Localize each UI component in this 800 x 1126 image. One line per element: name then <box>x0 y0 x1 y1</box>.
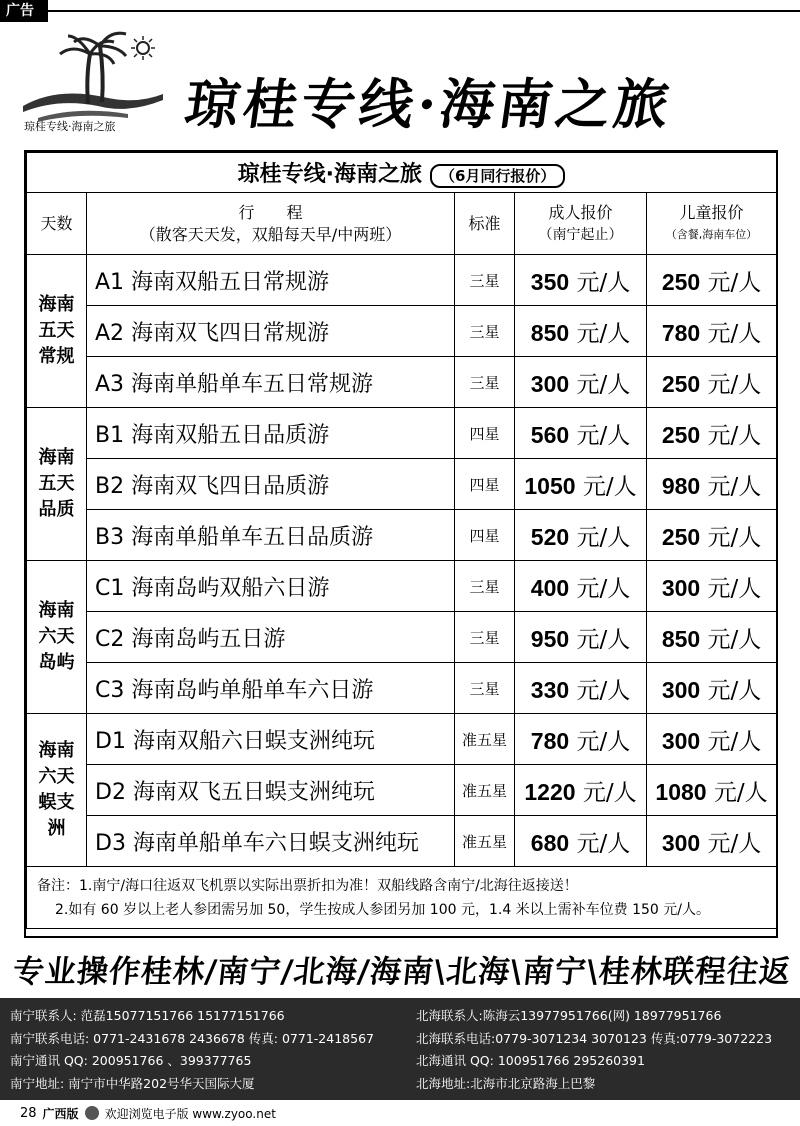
contact-row <box>10 1049 790 1072</box>
contact-row <box>10 1027 790 1050</box>
table-row <box>27 357 777 408</box>
child-price <box>647 765 777 816</box>
adult-price <box>515 612 647 663</box>
header-adult-sub: （南宁起止） <box>538 226 623 243</box>
price-unit: 元/人 <box>576 575 631 602</box>
contact-beihai: 北海地址:北海市北京路海上巴黎 <box>416 1075 596 1091</box>
price-table <box>26 152 777 929</box>
table-row <box>27 255 777 306</box>
price-unit: 元/人 <box>713 779 768 806</box>
hotel-level: 四星 <box>455 408 515 459</box>
child-price <box>647 255 777 306</box>
hotel-level: 三星 <box>455 357 515 408</box>
route-name: B1 海南双船五日品质游 <box>87 408 455 459</box>
group-label: 海南 五天 常规 <box>27 255 87 408</box>
price-unit: 元/人 <box>576 524 631 551</box>
price-value: 300 <box>661 829 701 856</box>
contact-beihai: 北海通讯 QQ: 100951766 295260391 <box>416 1053 645 1069</box>
price-value: 780 <box>661 319 701 346</box>
price-value: 850 <box>661 625 701 652</box>
route-name: B3 海南单船单车五日品质游 <box>87 510 455 561</box>
price-unit: 元/人 <box>576 269 631 296</box>
contact-beihai: 北海联系电话:0779-3071234 3070123 传真:0779-3072223 <box>416 1030 773 1046</box>
adult-price <box>515 765 647 816</box>
contact-nanning: 南宁通讯 QQ: 200951766 、399377765 <box>10 1053 252 1069</box>
adult-price <box>515 459 647 510</box>
contact-nanning: 南宁地址: 南宁市中华路202号华天国际大厦 <box>10 1075 255 1091</box>
header-adult <box>515 193 647 255</box>
footer-website[interactable]: 欢迎浏览电子版 www.zyoo.net <box>104 1106 276 1121</box>
child-price <box>647 663 777 714</box>
price-unit: 元/人 <box>707 269 762 296</box>
note-line: 2.如有 60 岁以上老人参团需另加 50，学生按成人参团另加 100 元，1.4 米以上需补车位费 150 元/人。 <box>55 901 711 918</box>
group-label: 海南 六天 岛屿 <box>27 561 87 714</box>
price-unit: 元/人 <box>707 422 762 449</box>
adult-price <box>515 663 647 714</box>
hotel-level: 三星 <box>455 255 515 306</box>
notes-row <box>27 867 777 929</box>
price-value: 780 <box>530 727 570 754</box>
route-name: A2 海南双飞四日常规游 <box>87 306 455 357</box>
price-value: 250 <box>661 421 701 448</box>
hotel-level: 三星 <box>455 663 515 714</box>
price-value: 980 <box>661 472 701 499</box>
table-row <box>27 714 777 765</box>
headline: 琼桂专线·海南之旅 <box>181 72 677 136</box>
header-route <box>87 193 455 255</box>
table-row <box>27 816 777 867</box>
child-price <box>647 408 777 459</box>
price-value: 950 <box>530 625 570 652</box>
header-level: 标准 <box>455 193 515 255</box>
adult-price <box>515 306 647 357</box>
price-value: 1050 <box>524 472 576 499</box>
table-body <box>27 255 777 867</box>
child-price <box>647 510 777 561</box>
adult-price <box>515 408 647 459</box>
adult-price <box>515 561 647 612</box>
child-price <box>647 306 777 357</box>
contact-nanning: 南宁联系电话: 0771-2431678 2436678 传真: 0771-2418567 <box>10 1030 374 1046</box>
adult-price <box>515 510 647 561</box>
child-price <box>647 816 777 867</box>
price-unit: 元/人 <box>707 320 762 347</box>
route-name: D1 海南双船六日蜈支洲纯玩 <box>87 714 455 765</box>
table-header-row <box>27 193 777 255</box>
group-label: 海南 六天 蜈支 洲 <box>27 714 87 867</box>
contact-beihai: 北海联系人:陈海云13977951766(网) 18977951766 <box>416 1008 722 1024</box>
hotel-level: 准五星 <box>455 714 515 765</box>
price-unit: 元/人 <box>707 626 762 653</box>
contact-row <box>10 1004 790 1027</box>
table-row <box>27 510 777 561</box>
header-child-main: 儿童报价 <box>679 202 744 222</box>
table-row <box>27 765 777 816</box>
footer-badge-icon <box>85 1106 99 1120</box>
page-number: 28 <box>20 1105 37 1121</box>
table-row <box>27 561 777 612</box>
adult-price <box>515 816 647 867</box>
page-footer <box>0 1100 800 1126</box>
child-price <box>647 561 777 612</box>
logo-caption: 琼桂专线·海南之旅 <box>24 120 116 133</box>
price-value: 520 <box>530 523 570 550</box>
route-name: D3 海南单船单车六日蜈支洲纯玩 <box>87 816 455 867</box>
hotel-level: 准五星 <box>455 816 515 867</box>
price-value: 300 <box>661 574 701 601</box>
price-value: 300 <box>530 370 570 397</box>
adult-price <box>515 714 647 765</box>
price-unit: 元/人 <box>707 677 762 704</box>
table-row <box>27 408 777 459</box>
price-unit: 元/人 <box>576 320 631 347</box>
hotel-level: 三星 <box>455 306 515 357</box>
child-price <box>647 714 777 765</box>
table-row <box>27 459 777 510</box>
header-child <box>647 193 777 255</box>
slogan: 专业操作桂林/南宁/北海/海南\北海\南宁\桂林联程往返散客! <box>11 954 793 990</box>
child-price <box>647 612 777 663</box>
header-route-main: 行 程 <box>238 202 303 222</box>
price-value: 250 <box>661 370 701 397</box>
hotel-level: 四星 <box>455 459 515 510</box>
header-adult-main: 成人报价 <box>548 202 613 222</box>
price-unit: 元/人 <box>707 524 762 551</box>
route-name: D2 海南双飞五日蜈支洲纯玩 <box>87 765 455 816</box>
price-value: 330 <box>530 676 570 703</box>
hotel-level: 准五星 <box>455 765 515 816</box>
adult-price <box>515 357 647 408</box>
child-price <box>647 459 777 510</box>
note-line: 备注：1.南宁/海口往返双飞机票以实际出票折扣为准！双船线路含南宁/北海往返接送！ <box>37 877 578 894</box>
route-name: B2 海南双飞四日品质游 <box>87 459 455 510</box>
price-unit: 元/人 <box>582 473 637 500</box>
price-value: 250 <box>661 268 701 295</box>
hotel-level: 三星 <box>455 561 515 612</box>
price-unit: 元/人 <box>707 473 762 500</box>
price-value: 400 <box>530 574 570 601</box>
notes-cell <box>27 867 777 929</box>
header-child-sub: （含餐,海南车位） <box>665 227 758 241</box>
price-unit: 元/人 <box>707 575 762 602</box>
table-row <box>27 612 777 663</box>
price-value: 680 <box>530 829 570 856</box>
price-unit: 元/人 <box>576 371 631 398</box>
route-name: C2 海南岛屿五日游 <box>87 612 455 663</box>
footer-brand: 广西版 <box>42 1106 79 1121</box>
route-name: A3 海南单船单车五日常规游 <box>87 357 455 408</box>
price-value: 300 <box>661 727 701 754</box>
header-days: 天数 <box>27 193 87 255</box>
price-unit: 元/人 <box>707 728 762 755</box>
price-unit: 元/人 <box>576 626 631 653</box>
contact-nanning: 南宁联系人: 范磊15077151766 15177151766 <box>10 1008 285 1024</box>
table-title-row <box>27 153 777 193</box>
price-unit: 元/人 <box>576 677 631 704</box>
route-name: C1 海南岛屿双船六日游 <box>87 561 455 612</box>
route-name: C3 海南岛屿单船单车六日游 <box>87 663 455 714</box>
price-unit: 元/人 <box>576 830 631 857</box>
price-unit: 元/人 <box>582 779 637 806</box>
route-name: A1 海南双船五日常规游 <box>87 255 455 306</box>
price-value: 350 <box>530 268 570 295</box>
group-label: 海南 五天 品质 <box>27 408 87 561</box>
ad-label: 广告 <box>0 0 48 22</box>
price-value: 1220 <box>524 778 576 805</box>
table-row <box>27 306 777 357</box>
hotel-level: 三星 <box>455 612 515 663</box>
price-value: 560 <box>530 421 570 448</box>
top-rule <box>48 10 800 12</box>
price-unit: 元/人 <box>707 830 762 857</box>
hotel-level: 四星 <box>455 510 515 561</box>
table-title-cell <box>27 153 777 193</box>
table-row <box>27 663 777 714</box>
contact-panel <box>0 998 800 1100</box>
contact-row <box>10 1072 790 1095</box>
price-value: 1080 <box>655 778 707 805</box>
table-subtitle: （6月同行报价） <box>430 164 565 188</box>
adult-price <box>515 255 647 306</box>
price-value: 300 <box>661 676 701 703</box>
table-title: 琼桂专线·海南之旅 <box>237 162 422 187</box>
price-value: 850 <box>530 319 570 346</box>
price-unit: 元/人 <box>576 728 631 755</box>
child-price <box>647 357 777 408</box>
price-value: 250 <box>661 523 701 550</box>
header-route-sub: （散客天天发，双船每天早/中两班） <box>139 224 402 244</box>
price-unit: 元/人 <box>576 422 631 449</box>
price-unit: 元/人 <box>707 371 762 398</box>
